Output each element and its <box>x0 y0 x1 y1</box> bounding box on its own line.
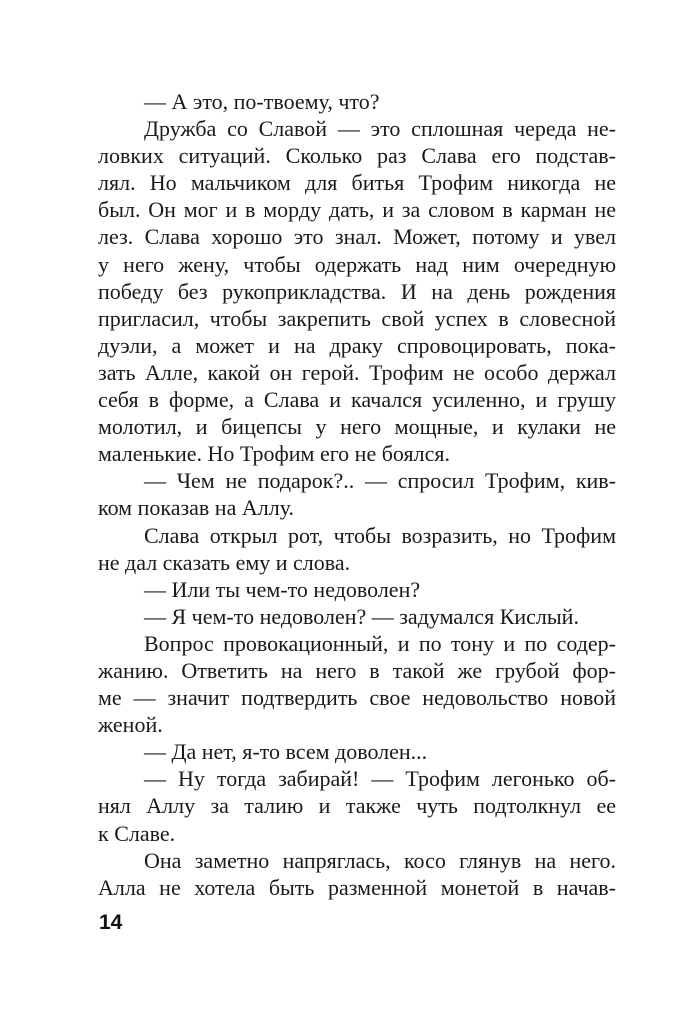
text-line: — А это, по-твоему, что? <box>144 89 380 114</box>
text-line: нял Аллу за талию и также чуть подтолкнул ее <box>98 793 616 819</box>
text-line: у него жену, чтобы одержать над ним очередную <box>98 251 616 277</box>
text-line: не дал сказать ему и слова. <box>98 549 351 575</box>
text-line: Она заметно напряглась, косо глянув на него. <box>144 847 616 873</box>
text-line: Вопрос провокационный, и по тону и по содер- <box>144 630 616 656</box>
text-line: был. Он мог и в морду дать, и за словом в карман не <box>98 197 616 223</box>
text-line: — Да нет, я-то всем доволен... <box>144 739 428 765</box>
text-line: маленькие. Но Трофим его не боялся. <box>98 441 450 467</box>
text-line: ме — значит подтвердить свое недовольство новой <box>98 685 616 711</box>
page-text <box>98 88 616 901</box>
text-line: ловких ситуаций. Сколько раз Слава его подстав- <box>98 143 616 169</box>
text-line: зать Алле, какой он герой. Трофим не особо держал <box>98 359 616 385</box>
text-line: Дружба со Славой — это сплошная череда не- <box>144 116 616 142</box>
text-line: жанию. Ответить на него в такой же грубой фор- <box>98 657 616 683</box>
text-line: лез. Слава хорошо это знал. Может, потому и увел <box>98 224 616 250</box>
text-line: — Или ты чем-то недоволен? <box>144 576 421 602</box>
page-number: 14 <box>99 911 123 934</box>
text-line: молотил, и бицепсы у него мощные, и кулаки не <box>98 414 616 440</box>
text-line: — Ну тогда забирай! — Трофим легонько об- <box>144 766 616 792</box>
text-line: Алла не хотела быть разменной монетой в начав- <box>98 874 616 900</box>
text-line: — Чем не подарок?.. — спросил Трофим, кив- <box>144 468 616 494</box>
text-line: победу без рукоприкладства. И на день рождения <box>98 278 616 304</box>
text-line: женой. <box>98 712 163 738</box>
text-line: пригласил, чтобы закрепить свой успех в словесной <box>98 305 616 331</box>
text-line: ком показав на Аллу. <box>98 495 294 521</box>
text-line: себя в форме, а Слава и качался усиленно, и грушу <box>98 387 616 413</box>
text-line: к Славе. <box>98 820 176 846</box>
text-line: Слава открыл рот, чтобы возразить, но Трофим <box>144 522 616 548</box>
text-line: лял. Но мальчиком для битья Трофим никогда не <box>98 170 616 196</box>
text-line: дуэли, а может и на драку спровоцировать, пока- <box>98 332 616 358</box>
text-line: — Я чем-то недоволен? — задумался Кислый. <box>144 603 579 629</box>
